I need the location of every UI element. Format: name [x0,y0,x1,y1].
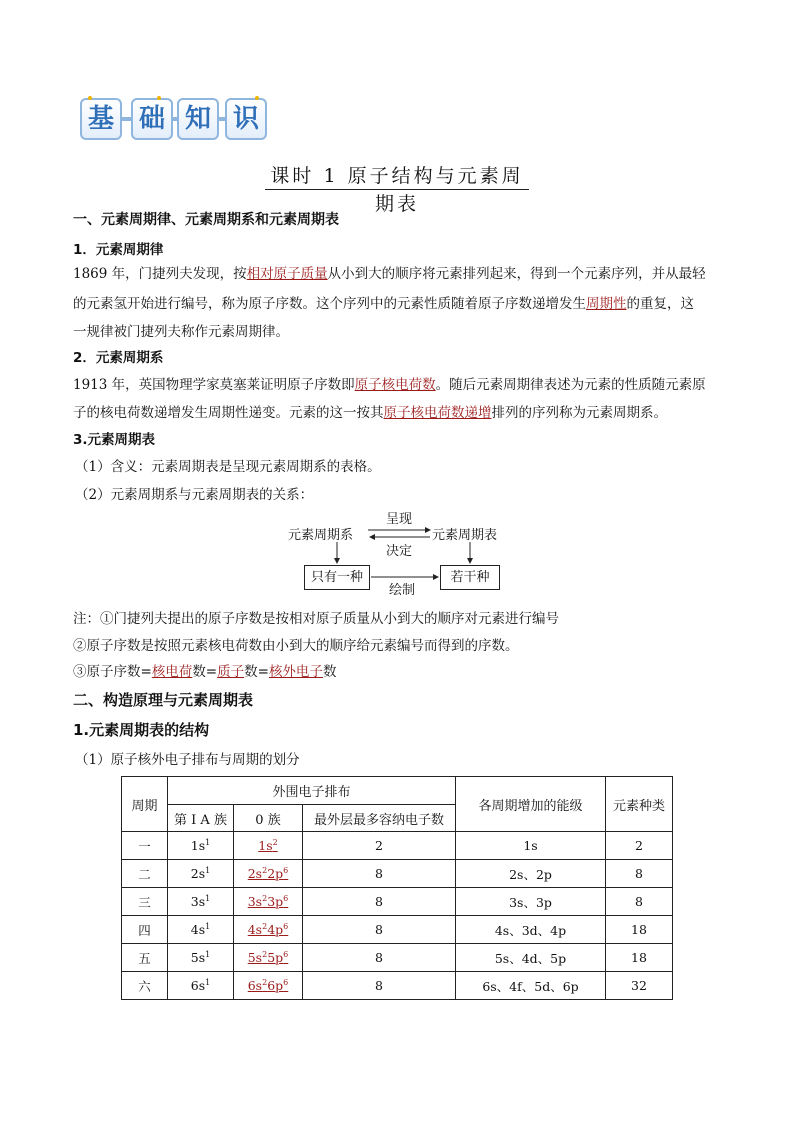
diagram-left-box: 只有一种 [304,565,370,590]
diagram-arrows [280,500,520,600]
th-levels: 各周期增加的能级 [456,777,606,832]
note2: ②原子序数是按照元素核电荷数由小到大的顺序给元素编号而得到的序数。 [73,638,519,654]
section2-heading: 二、构造原理与元素周期表 [73,691,254,709]
cell-group0: $3s^23p^6$ [234,888,303,916]
section1-heading: 一、元素周期律、元素周期系和元素周期表 [73,212,339,228]
badge-char-1: 基 [80,98,122,140]
sub1-line1: 1869 年，门捷列夫发现，按相对原子质量从小到大的顺序将元素排列起来，得到一个元素序列，并从最轻 [73,266,706,282]
sub3-heading: 3.元素周期表 [73,432,156,448]
diagram-box-arrow-label: 绘制 [389,583,416,598]
cell-period: 六 [122,972,168,1000]
cell-group1: $3s^1$ [168,888,234,916]
answer-relative-atomic-mass: 相对原子质量 [246,266,328,282]
cell-count: 8 [606,860,673,888]
cell-period: 一 [122,832,168,860]
cell-count: 18 [606,916,673,944]
answer-nuclear-charge: 原子核电荷数 [354,377,436,393]
table-row [122,832,673,860]
answer-periodicity: 周期性 [586,296,627,312]
sub2-line2: 子的核电荷数递增发生周期性递变。元素的这一按其原子核电荷数递增排列的序列称为元素周期系。 [73,405,667,421]
sub3-item1: （1）含义：元素周期表是呈现元素周期系的表格。 [75,459,381,475]
table-body [122,832,673,1000]
note3: ③原子序数=核电荷数=质子数=核外电子数 [73,664,337,680]
badge-char-4: 识 [225,98,267,140]
diagram-right-box: 若干种 [440,565,500,590]
diagram-top-arrow-label: 呈现 [386,512,413,527]
cell-group0: $1s^2$ [234,832,303,860]
cell-group0: $5s^25p^6$ [234,944,303,972]
cell-levels: 6s、4f、5d、6p [456,972,606,1000]
note1: 注：①门捷列夫提出的原子序数是按相对原子质量从小到大的顺序对元素进行编号 [73,611,559,627]
sub1-heading: 1．元素周期律 [73,242,164,258]
cell-group1: $1s^1$ [168,832,234,860]
cell-group0: $6s^26p^6$ [234,972,303,1000]
th-outer: 外围电子排布 [168,777,456,805]
th-count: 元素种类 [606,777,673,832]
table-row [122,860,673,888]
cell-group1: $2s^1$ [168,860,234,888]
th-period: 周期 [122,777,168,832]
cell-max: 8 [303,972,456,1000]
cell-levels: 2s、2p [456,860,606,888]
lesson-title: 课时 1 原子结构与元素周期表 [265,162,529,190]
sub2-heading: 2．元素周期系 [73,350,164,366]
th-group0: 0 族 [234,805,303,832]
cell-levels: 1s [456,832,606,860]
cell-period: 三 [122,888,168,916]
sub3-item2: （2）元素周期系与元素周期表的关系： [75,487,314,503]
diagram-bottom-arrow-label: 决定 [386,544,413,559]
th-max: 最外层最多容纳电子数 [303,805,456,832]
cell-levels: 4s、3d、4p [456,916,606,944]
period-table [121,776,673,1000]
cell-max: 8 [303,944,456,972]
sub1-line3: 一规律被门捷列夫称作元素周期律。 [73,324,289,340]
table-row [122,972,673,1000]
answer-nuclear-charge-increasing: 原子核电荷数递增 [383,405,492,421]
badge-char-2: 础 [131,98,173,140]
cell-group1: $4s^1$ [168,916,234,944]
sub2-line1: 1913 年，英国物理学家莫塞莱证明原子序数即原子核电荷数。随后元素周期律表述为元素的性质随元素原 [73,377,706,393]
cell-max: 8 [303,916,456,944]
table-row [122,888,673,916]
cell-period: 四 [122,916,168,944]
table-row [122,916,673,944]
section2-sub1-heading: 1.元素周期表的结构 [73,721,210,739]
cell-count: 2 [606,832,673,860]
cell-period: 二 [122,860,168,888]
cell-group1: $5s^1$ [168,944,234,972]
section2-item1: （1）原子核外电子排布与周期的划分 [75,752,300,768]
cell-period: 五 [122,944,168,972]
th-group1: 第 I A 族 [168,805,234,832]
cell-levels: 3s、3p [456,888,606,916]
cell-count: 32 [606,972,673,1000]
cell-max: 8 [303,860,456,888]
cell-count: 18 [606,944,673,972]
diagram-right-label: 元素周期表 [432,528,498,543]
cell-group0: $4s^24p^6$ [234,916,303,944]
sub1-line2: 的元素氢开始进行编号，称为原子序数。这个序列中的元素性质随着原子序数递增发生周期性的重复，这 [73,296,694,312]
cell-group1: $6s^1$ [168,972,234,1000]
cell-group0: $2s^22p^6$ [234,860,303,888]
cell-max: 8 [303,888,456,916]
cell-count: 8 [606,888,673,916]
cell-max: 2 [303,832,456,860]
cell-levels: 5s、4d、5p [456,944,606,972]
diagram-left-label: 元素周期系 [288,528,354,543]
table-row [122,944,673,972]
badge-char-3: 知 [177,98,219,140]
